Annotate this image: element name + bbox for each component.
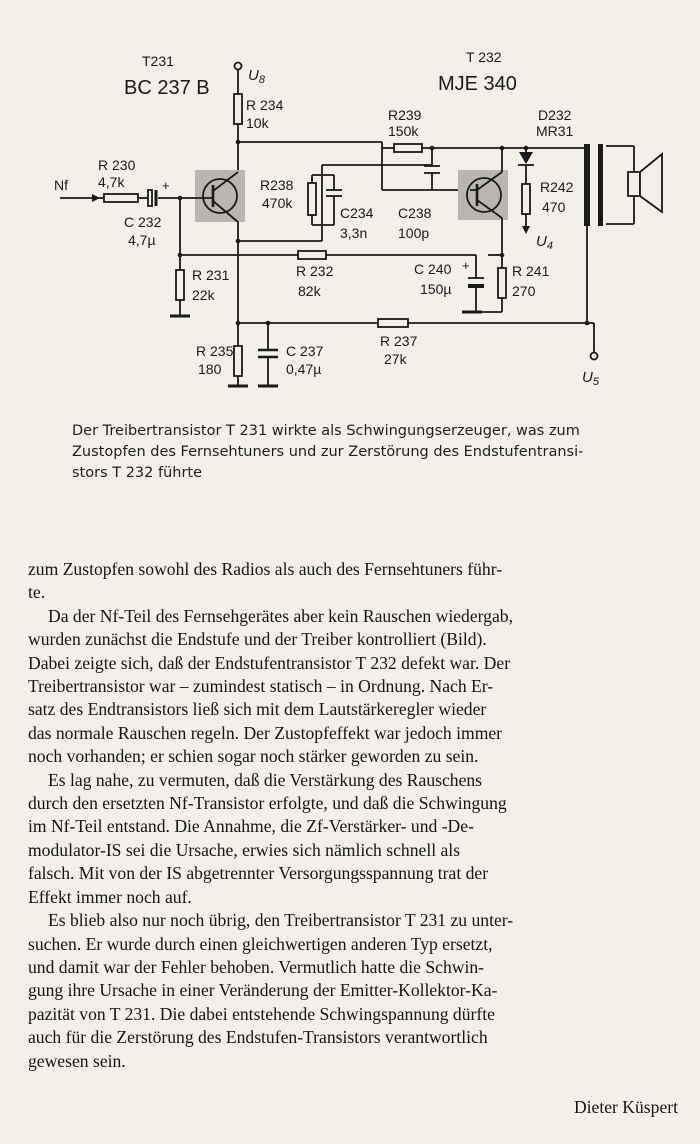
r241-ref: R 241 (512, 263, 550, 279)
body-line: das normale Rauschen regeln. Der Zustopfeffekt war jedoch immer (28, 722, 503, 743)
t232-ref: T 232 (466, 49, 502, 65)
r238-value: 470k (262, 195, 293, 211)
c240-polarity: + (462, 258, 470, 273)
body-line: und damit war der Fehler behoben. Vermutlich hatte die Schwin- (28, 956, 485, 977)
body-line: durch den ersetzten Nf-Transistor erfolgte, und daß die Schwingung (28, 793, 507, 814)
caption-line: Der Treibertransistor T 231 wirkte als Schwingungserzeuger, was zum (72, 423, 580, 439)
r232-value: 82k (298, 283, 321, 299)
d232-ref: D232 (538, 107, 572, 123)
c232-polarity: + (162, 178, 170, 193)
u4-label: $U_4$ (536, 233, 553, 252)
body-line: Effekt immer noch auf. (28, 886, 192, 907)
circuit-schematic (0, 0, 700, 410)
body-line: Da der Nf-Teil des Fernsehgerätes aber kein Rauschen wiedergab, (48, 605, 513, 626)
body-line: gung ihre Ursache in einer Veränderung der Emitter-Kollektor-Ka- (28, 980, 498, 1001)
caption-line: Zustopfen des Fernsehtuners und zur Zerstörung des Endstufentransi- (72, 444, 584, 460)
r239-value: 150k (388, 123, 419, 139)
c232-value: 4,7µ (128, 232, 156, 248)
c238-ref: C238 (398, 205, 432, 221)
c232-ref: C 232 (124, 214, 162, 230)
c234-ref: C234 (340, 205, 374, 221)
r234-value: 10k (246, 115, 269, 131)
body-line: pazität von T 231. Die dabei entstehende Schwingspannung dürfte (28, 1003, 495, 1024)
c237-value: 0,47µ (286, 361, 322, 377)
input-label: Nf (54, 177, 68, 193)
body-line: im Nf-Teil entstand. Die Annahme, die Zf-Verstärker- und -De- (28, 816, 474, 837)
r241-value: 270 (512, 283, 536, 299)
t232-type: MJE 340 (438, 73, 517, 95)
r242-value: 470 (542, 199, 566, 215)
body-line: Es lag nahe, zu vermuten, daß die Verstärkung des Rauschens (48, 769, 483, 790)
article-body (28, 558, 678, 1073)
author-signature: Dieter Küspert (573, 1097, 678, 1117)
r231-ref: R 231 (192, 267, 230, 283)
body-line: gewesen sein. (28, 1050, 126, 1071)
c240-ref: C 240 (414, 261, 452, 277)
r235-value: 180 (198, 361, 222, 377)
r235-ref: R 235 (196, 343, 234, 359)
u8-label: $U_8$ (248, 67, 265, 86)
body-line: Treibertransistor war – zumindest statisch – in Ordnung. Nach Er- (28, 676, 494, 697)
body-line: te. (28, 582, 46, 603)
c240-value: 150µ (420, 281, 452, 297)
body-line: auch für die Zerstörung des Endstufen-Transistors verantwortlich (28, 1027, 488, 1048)
r242-ref: R242 (540, 179, 574, 195)
figure-caption (72, 421, 682, 484)
c237-ref: C 237 (286, 343, 324, 359)
body-line: noch vorhanden; er schien sogar noch stärker geworden zu sein. (28, 746, 479, 767)
body-line: Es blieb also nur noch übrig, den Treibertransistor T 231 zu unter- (48, 910, 514, 931)
r237-value: 27k (384, 351, 407, 367)
body-line: Dabei zeigte sich, daß der Endstufentransistor T 232 defekt war. Der (28, 652, 511, 673)
r239-ref: R239 (388, 107, 422, 123)
r234-ref: R 234 (246, 97, 284, 113)
body-line: wurden zunächst die Endstufe und der Treiber kontrolliert (Bild). (28, 629, 487, 650)
r230-value: 4,7k (98, 174, 125, 190)
c238-value: 100p (398, 225, 430, 241)
r237-ref: R 237 (380, 333, 418, 349)
r232-ref: R 232 (296, 263, 334, 279)
t231-type: BC 237 B (124, 77, 210, 99)
body-line: zum Zustopfen sowohl des Radios als auch des Fernsehtuners führ- (28, 559, 503, 579)
r231-value: 22k (192, 287, 215, 303)
t231-ref: T231 (142, 53, 174, 69)
d232-value: MR31 (536, 123, 574, 139)
r238-ref: R238 (260, 177, 294, 193)
body-line: satz des Endtransistors ließ sich mit dem Lautstärkeregler wieder (28, 699, 487, 720)
u5-label: $U_5$ (582, 369, 599, 388)
c234-value: 3,3n (340, 225, 368, 241)
caption-line: stors T 232 führte (72, 465, 203, 481)
r230-ref: R 230 (98, 157, 136, 173)
body-line: falsch. Mit von der IS abgetrennter Versorgungsspannung trat der (28, 863, 489, 884)
body-line: suchen. Er wurde durch einen gleichwertigen anderen Typ ersetzt, (28, 933, 493, 954)
body-line: modulator-IS sei die Ursache, erwies sich nämlich schnell als (28, 839, 461, 860)
